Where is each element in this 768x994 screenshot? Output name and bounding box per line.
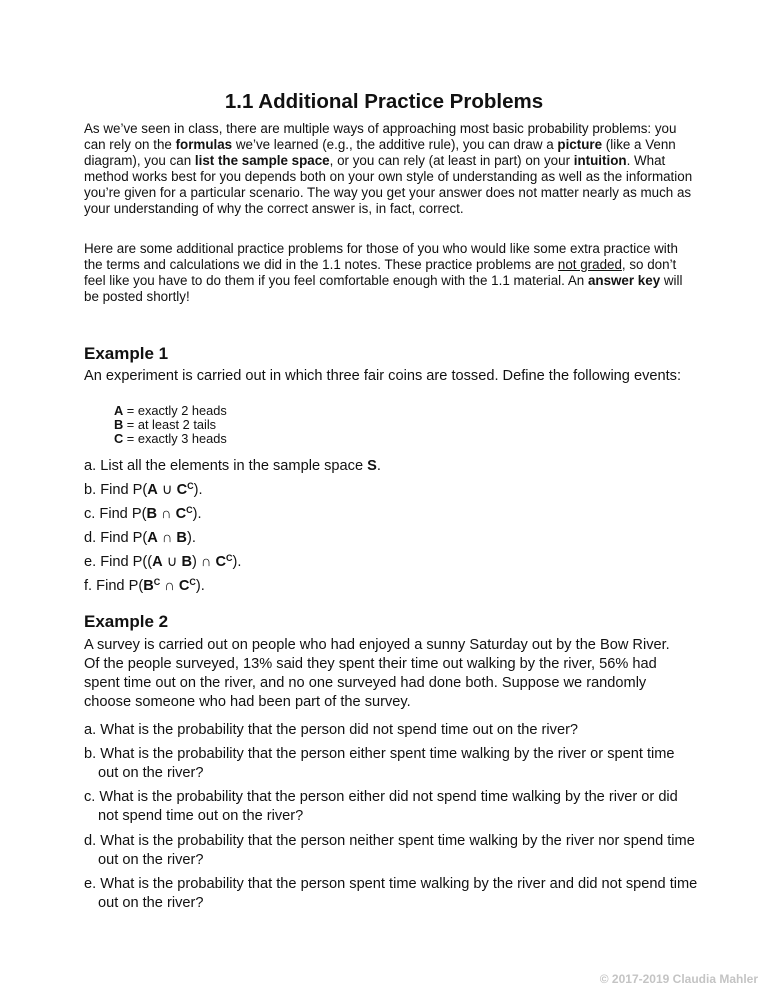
- example-2-text: [84, 636, 684, 712]
- text-segment: = exactly 3 heads: [123, 431, 227, 446]
- text-segment: c. Find P(: [84, 506, 147, 522]
- event-a: [114, 404, 227, 418]
- superscript-complement: C: [187, 481, 194, 491]
- bold-text: C: [215, 554, 227, 570]
- text-segment: A survey is carried out on people who had enjoyed a sunny Saturday out by the Bow River. Of the people surveyed, 13% said they spent their time out walking by the river, 56% had spent time out on the river, and no one surveyed had done both. Suppose we randomly choose someone who had been part of the survey.: [84, 637, 670, 710]
- text-segment: ).: [195, 578, 205, 594]
- text-segment: Here are some additional practice problems for those of you who would like some extra practice with the terms and calculations we did in the 1.1 notes. These practice problems are: [84, 241, 678, 272]
- superscript-complement: C: [189, 577, 196, 587]
- superscript-complement: C: [226, 553, 233, 563]
- text-segment: , so don’t feel like you have to do them if you feel comfortable enough with the 1.1 material. An: [84, 257, 677, 288]
- bold-text: list the sample space: [194, 153, 330, 168]
- text-segment: , or you can rely (at least in part) on your: [329, 153, 574, 168]
- intro-paragraph-1: [84, 121, 694, 217]
- text-segment: a. List all the elements in the sample space: [84, 458, 368, 474]
- example-1-question-f: [84, 577, 698, 596]
- text-segment: d. Find P(: [84, 530, 148, 546]
- example-1-question-d: [84, 529, 698, 548]
- text-segment: .: [376, 458, 381, 474]
- bold-text: B: [176, 530, 187, 546]
- text-segment: will be posted shortly!: [84, 273, 683, 304]
- example-1-question-e: [84, 553, 698, 572]
- event-c: [114, 432, 227, 446]
- superscript-complement: C: [153, 577, 161, 587]
- example-2-heading: Example 2: [84, 612, 169, 631]
- bold-text: intuition: [573, 153, 627, 168]
- bold-text: B: [181, 554, 193, 570]
- text-segment: As we’ve seen in class, there are multiple ways of approaching most basic probability problems: you can rely on the: [84, 121, 677, 152]
- text-segment: An experiment is carried out in which three fair coins are tossed. Define the following events:: [84, 368, 682, 384]
- bold-text: A: [147, 482, 158, 498]
- text-segment: e. Find P((: [84, 554, 153, 570]
- bold-text: A: [147, 530, 158, 546]
- example-2-question-d: [84, 832, 698, 869]
- bold-text: C: [176, 482, 188, 498]
- bold-text: A: [152, 554, 163, 570]
- bold-text: B: [146, 506, 157, 522]
- bold-text: C: [114, 431, 124, 446]
- text-segment: ) ∩: [192, 554, 216, 570]
- text-segment: ∪: [162, 554, 182, 570]
- copyright-footer: © 2017-2019 Claudia Mahler: [599, 972, 758, 986]
- bold-text: A: [114, 403, 124, 418]
- text-segment: b. What is the probability that the person either spent time walking by the river or spent time out on the river?: [84, 746, 675, 781]
- bold-text: C: [175, 506, 187, 522]
- event-b: [114, 418, 227, 432]
- bold-text: formulas: [175, 137, 233, 152]
- example-1-heading: Example 1: [84, 344, 169, 363]
- example-2-question-a: [84, 721, 698, 740]
- example-2-question-e: [84, 875, 698, 912]
- text-segment: ).: [232, 554, 242, 570]
- bold-text: B: [114, 417, 124, 432]
- example-1-question-c: [84, 505, 698, 524]
- text-segment: b. Find P(: [84, 482, 148, 498]
- text-segment: e. What is the probability that the person spent time walking by the river and did not spend time out on the river?: [84, 876, 698, 911]
- text-segment: ).: [192, 506, 202, 522]
- text-segment: ∩: [157, 530, 177, 546]
- page-title: 1.1 Additional Practice Problems: [224, 90, 544, 113]
- text-segment: c. What is the probability that the person either did not spend time walking by the river or did not spend time out on the river?: [84, 789, 678, 824]
- example-1-question-b: [84, 481, 698, 500]
- bold-text: answer key: [587, 273, 661, 288]
- event-definitions: [114, 404, 227, 446]
- example-1-text: [84, 367, 684, 386]
- text-segment: not graded: [557, 257, 622, 272]
- bold-text: S: [367, 458, 377, 474]
- example-2-question-c: [84, 788, 698, 825]
- text-segment: = at least 2 tails: [123, 417, 217, 432]
- text-segment: we’ve learned (e.g., the additive rule), you can draw a: [232, 137, 558, 152]
- text-segment: ∩: [157, 506, 176, 522]
- text-segment: ∩: [160, 578, 179, 594]
- text-segment: ∪: [157, 482, 177, 498]
- bold-text: B: [143, 578, 154, 594]
- text-segment: ).: [186, 530, 196, 546]
- text-segment: f. Find P(: [84, 578, 144, 594]
- text-segment: ).: [193, 482, 203, 498]
- text-segment: d. What is the probability that the person neither spent time walking by the river nor spend time out on the river?: [84, 833, 695, 868]
- example-2-question-b: [84, 745, 698, 782]
- bold-text: picture: [557, 137, 603, 152]
- example-1-question-a: [84, 457, 698, 476]
- text-segment: = exactly 2 heads: [123, 403, 227, 418]
- text-segment: (like a Venn diagram), you can: [84, 137, 676, 168]
- text-segment: . What method works best for you depends both on your own style of understanding as well as the information you’re given for a particular scenario. The way you get your answer does not matter nearly as much as your understanding of why the correct answer is, in fact, correct.: [84, 153, 693, 216]
- text-segment: a. What is the probability that the person did not spend time out on the river?: [84, 722, 579, 738]
- superscript-complement: C: [186, 505, 193, 515]
- intro-paragraph-2: [84, 241, 694, 305]
- bold-text: C: [178, 578, 190, 594]
